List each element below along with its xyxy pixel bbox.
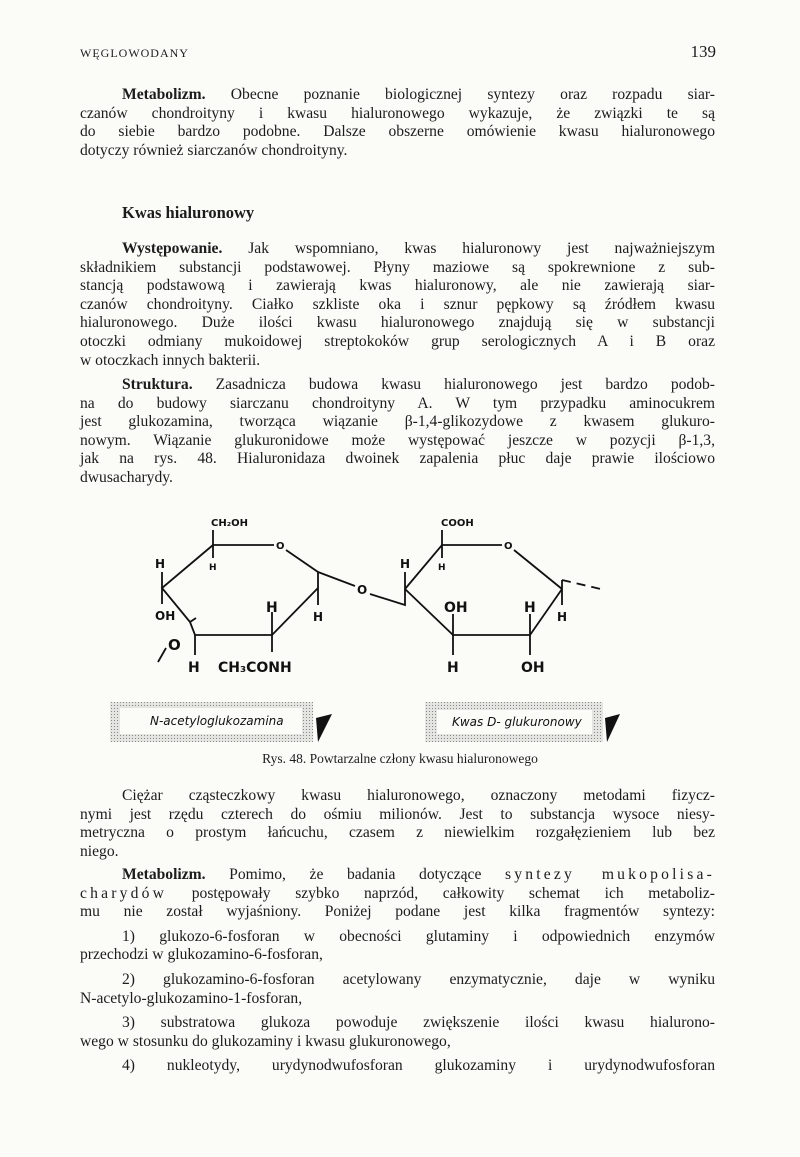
atom-h: H [266, 600, 278, 616]
text-line [80, 971, 715, 990]
atom-h: H [155, 557, 166, 571]
text-run: składnikiem substancji podstawowej. Płyny maziowe są spokrewnione z sub- [80, 258, 715, 276]
text-run: mu nie został wyjaśniony. Poniżej podane jest kilka fragmentów syntezy: [80, 903, 715, 921]
atom-h: H [313, 610, 324, 624]
run-in-heading: Struktura. [122, 376, 193, 393]
run-in-heading: Metabolizm. [122, 866, 206, 883]
atom-h: H [524, 600, 536, 616]
text-line [80, 787, 715, 806]
atom-oh: OH [444, 600, 468, 616]
text-run: Jak wspomniano, kwas hialuronowy jest najważniejszym [222, 240, 715, 257]
text-line [80, 824, 715, 843]
label-n-acetyloglukozamina: N-acetyloglukozamina [150, 714, 284, 728]
atom-h: H [400, 557, 411, 571]
atom-h: H [188, 660, 200, 676]
figure-caption: Rys. 48. Powtarzalne człony kwasu hialuronowego [262, 751, 538, 766]
text-run: jak na rys. 48. Hialuronidaza dwoinek zapalenia płuc daje prawie ilościowo [80, 450, 715, 468]
text-run: syntezy mukopolisa- [505, 866, 715, 883]
text-run: otoczki odmiany mukoidowej streptokoków grup serologicznych A i B oraz [80, 332, 715, 350]
atom-ch2oh: CH₂OH [211, 518, 248, 529]
atom-ch3conh: CH₃CONH [218, 660, 292, 676]
text-run: stancją podstawową i zawierają kwas hialuronowy, ale nie zawierają siar- [80, 277, 715, 295]
text-run: 1) glukozo-6-fosforan w obecności glutaminy i odpowiednich enzymów [122, 927, 715, 945]
running-title: WĘGLOWODANY [80, 46, 189, 60]
text-run: Pomimo, że badania dotyczące [205, 866, 505, 883]
text-run: w otoczkach innych bakterii. [80, 351, 261, 369]
text-run: Ciężar cząsteczkowy kwasu hialuronowego, oznaczony metodami fizycz- [122, 787, 715, 804]
text-line [80, 806, 715, 825]
text-run: 4) nukleotydy, urydynodwufosforan glukozaminy i urydynodwufosforan [122, 1057, 715, 1075]
text-run: do siebie bardzo podobne. Dalsze obszerne omówienie kwasu hialuronowego [80, 123, 715, 141]
text-line [80, 903, 715, 922]
label-kwas-d-glukuronowy: Kwas D- glukuronowy [452, 715, 582, 729]
text-run: czanów chondroityny i kwasu hialuronowego wykazuje, że związki te są [80, 104, 715, 122]
unit-label-left [110, 702, 332, 742]
text-run: dwusacharydy. [80, 468, 173, 486]
text-run: 2) glukozamino-6-fosforan acetylowany enzymatycznie, daje w wyniku [122, 970, 715, 988]
text-line [80, 866, 715, 885]
text-run: jest glukozamina, tworząca wiązanie β-1,4-glikozydowe z kwasem glukuro- [80, 413, 715, 431]
atom-oh: OH [155, 609, 176, 623]
atom-h: H [447, 660, 459, 676]
text-run: metryczna o prostym łańcuchu, czasem z niewielkim rozgałęzieniem lub bez [80, 824, 715, 842]
text-run: na do budowy siarczanu chondroityny A. W tym przypadku aminocukrem [80, 394, 715, 412]
text-line [80, 1033, 715, 1052]
text-run: nymi jest rzędu czterech do ośmiu milionów. Jest to substancja wysoce niesy- [80, 805, 715, 823]
text-line [80, 1014, 715, 1033]
atom-oh: OH [521, 660, 545, 676]
text-line [80, 843, 715, 862]
run-in-heading: Występowanie. [122, 240, 223, 257]
atom-bridge-o: O [357, 583, 368, 597]
text-run: wego w stosunku do glukozaminy i kwasu glukuronowego, [80, 1032, 451, 1050]
unit-label-right [425, 702, 620, 742]
text-run: nowym. Wiązanie glukuronidowe może występować jeszcze w pozycji β-1,3, [80, 431, 715, 449]
run-in-heading: Metabolizm. [122, 86, 206, 103]
paragraph-metabolizm-hialuronowy [80, 866, 715, 1076]
atom-h: H [438, 563, 446, 573]
text-run: N-acetylo-glukozamino-1-fosforan, [80, 989, 303, 1007]
atom-ring-o-right: O [504, 541, 513, 552]
text-line [80, 946, 715, 965]
text-line [80, 928, 715, 947]
text-run: dotyczy również siarczanów chondroityny. [80, 141, 348, 159]
page-number: 139 [690, 42, 716, 61]
text-run: hialuronowego. Duże ilości kwasu hialuronowego znajdują się w substancji [80, 314, 715, 332]
text-run: przechodzi w glukozamino-6-fosforan, [80, 946, 323, 964]
text-run: Obecne poznanie biologicznej syntezy oraz rozpadu siar- [205, 86, 715, 103]
paragraph-ciezar-czasteczkowy [80, 787, 715, 861]
text-run: Zasadnicza budowa kwasu hialuronowego jest bardzo podob- [192, 376, 715, 393]
text-line [80, 1057, 715, 1076]
text-line [80, 990, 715, 1009]
atom-h: H [557, 610, 568, 624]
atom-cooh: COOH [441, 518, 474, 529]
section-heading: Kwas hialuronowy [122, 203, 255, 222]
atom-ring-o-left: O [276, 541, 285, 552]
text-run: niego. [80, 842, 119, 860]
text-run: postępowały szybko naprzód, całkowity schemat ich metaboliz- [167, 884, 715, 902]
text-line [80, 885, 715, 904]
text-run: charydów [80, 884, 168, 902]
atom-h: H [209, 563, 217, 573]
atom-o-link: O [168, 636, 181, 654]
text-run: czanów chondroityny. Ciałko szkliste oka i sznur pępkowy są źródłem kwasu [80, 295, 715, 313]
text-run: 3) substratowa glukoza powoduje zwiększenie ilości kwasu hialurono- [122, 1014, 715, 1032]
